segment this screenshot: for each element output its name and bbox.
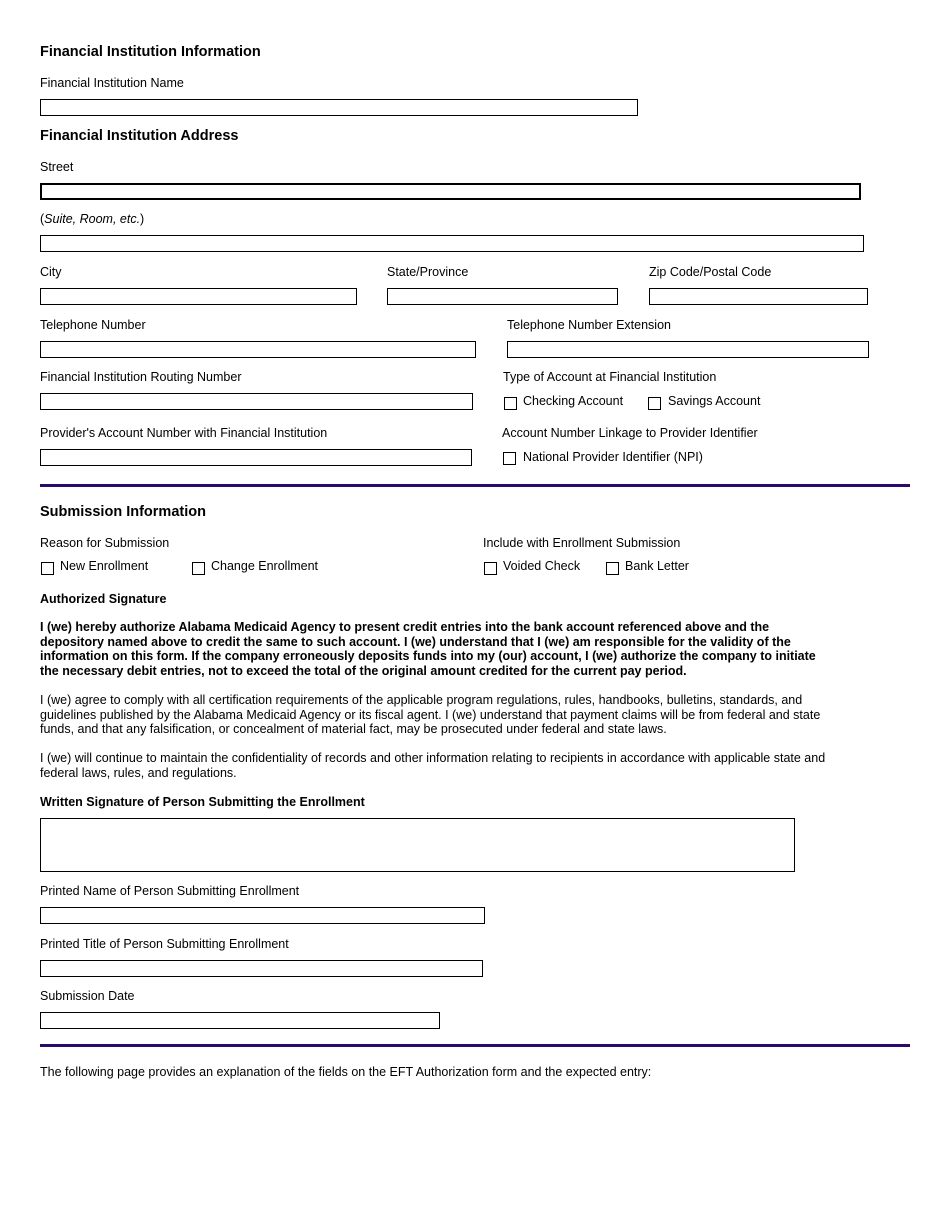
signature-field[interactable]: [40, 818, 795, 872]
street-label: Street: [40, 160, 74, 174]
routing-label: Financial Institution Routing Number: [40, 370, 242, 384]
account-number-field[interactable]: [40, 449, 472, 466]
routing-field[interactable]: [40, 393, 473, 410]
fi-heading: Financial Institution Information: [40, 44, 261, 60]
printed-title-label: Printed Title of Person Submitting Enrollment: [40, 937, 289, 951]
checking-label: Checking Account: [523, 394, 624, 408]
fi-name-field[interactable]: [40, 99, 638, 116]
city-label: City: [40, 265, 62, 279]
account-number-label: Provider's Account Number with Financial Institution: [40, 426, 328, 440]
section-divider: [40, 484, 910, 487]
state-field[interactable]: [387, 288, 618, 305]
authorization-paragraph: I (we) hereby authorize Alabama Medicaid Agency to present credit entries into the bank account referenced above and the depository named above to credit the same to such account. I (we) understand that I (we) am responsible for the validity of the information on this form. If the company erroneously deposits funds into my (our) account, I (we) authorize the company to initiate the necessary debit entries, not to exceed the total of the original amount credited for the current pay period.: [40, 620, 816, 679]
zip-field[interactable]: [649, 288, 868, 305]
printed-title-field[interactable]: [40, 960, 483, 977]
printed-name-label: Printed Name of Person Submitting Enrollment: [40, 884, 300, 898]
submission-heading: Submission Information: [40, 504, 206, 520]
account-type-label: Type of Account at Financial Institution: [503, 370, 717, 384]
voided-check-checkbox[interactable]: [484, 562, 497, 575]
footer-note: The following page provides an explanation of the fields on the EFT Authorization form and the expected entry:: [40, 1065, 652, 1079]
state-label: State/Province: [387, 265, 469, 279]
bank-letter-label: Bank Letter: [625, 559, 689, 573]
suite-label: (Suite, Room, etc.): [40, 212, 145, 226]
footer-divider: [40, 1044, 910, 1047]
phone-label: Telephone Number: [40, 318, 146, 332]
reason-label: Reason for Submission: [40, 536, 170, 550]
checking-checkbox[interactable]: [504, 397, 517, 410]
compliance-paragraph: I (we) agree to comply with all certification requirements of the applicable program regulations, rules, handbooks, bulletins, standards, and guidelines published by the Alabama Medicaid Agency or its fiscal agent. I (we) understand that payment claims will be from federal and state funds, and that any falsification, or concealment of material fact, may be prosecuted under federal and state laws.: [40, 693, 821, 737]
signature-label: Written Signature of Person Submitting the Enrollment: [40, 795, 365, 809]
change-enrollment-label: Change Enrollment: [211, 559, 319, 573]
phone-ext-label: Telephone Number Extension: [507, 318, 671, 332]
street-field[interactable]: [40, 183, 861, 200]
confidentiality-paragraph: I (we) will continue to maintain the confidentiality of records and other information relating to recipients in accordance with applicable state and federal laws, rules, and regulations.: [40, 751, 826, 780]
include-label: Include with Enrollment Submission: [483, 536, 681, 550]
savings-checkbox[interactable]: [648, 397, 661, 410]
fi-name-label: Financial Institution Name: [40, 76, 184, 90]
submission-date-field[interactable]: [40, 1012, 440, 1029]
linkage-label: Account Number Linkage to Provider Identifier: [502, 426, 758, 440]
fi-address-heading: Financial Institution Address: [40, 128, 239, 144]
authorized-signature-heading: Authorized Signature: [40, 592, 167, 606]
bank-letter-checkbox[interactable]: [606, 562, 619, 575]
savings-label: Savings Account: [668, 394, 761, 408]
npi-checkbox[interactable]: [503, 452, 516, 465]
zip-label: Zip Code/Postal Code: [649, 265, 772, 279]
printed-name-field[interactable]: [40, 907, 485, 924]
phone-ext-field[interactable]: [507, 341, 869, 358]
submission-date-label: Submission Date: [40, 989, 135, 1003]
phone-field[interactable]: [40, 341, 476, 358]
voided-check-label: Voided Check: [503, 559, 581, 573]
city-field[interactable]: [40, 288, 357, 305]
npi-label: National Provider Identifier (NPI): [523, 450, 703, 464]
new-enrollment-checkbox[interactable]: [41, 562, 54, 575]
change-enrollment-checkbox[interactable]: [192, 562, 205, 575]
suite-field[interactable]: [40, 235, 864, 252]
new-enrollment-label: New Enrollment: [60, 559, 149, 573]
